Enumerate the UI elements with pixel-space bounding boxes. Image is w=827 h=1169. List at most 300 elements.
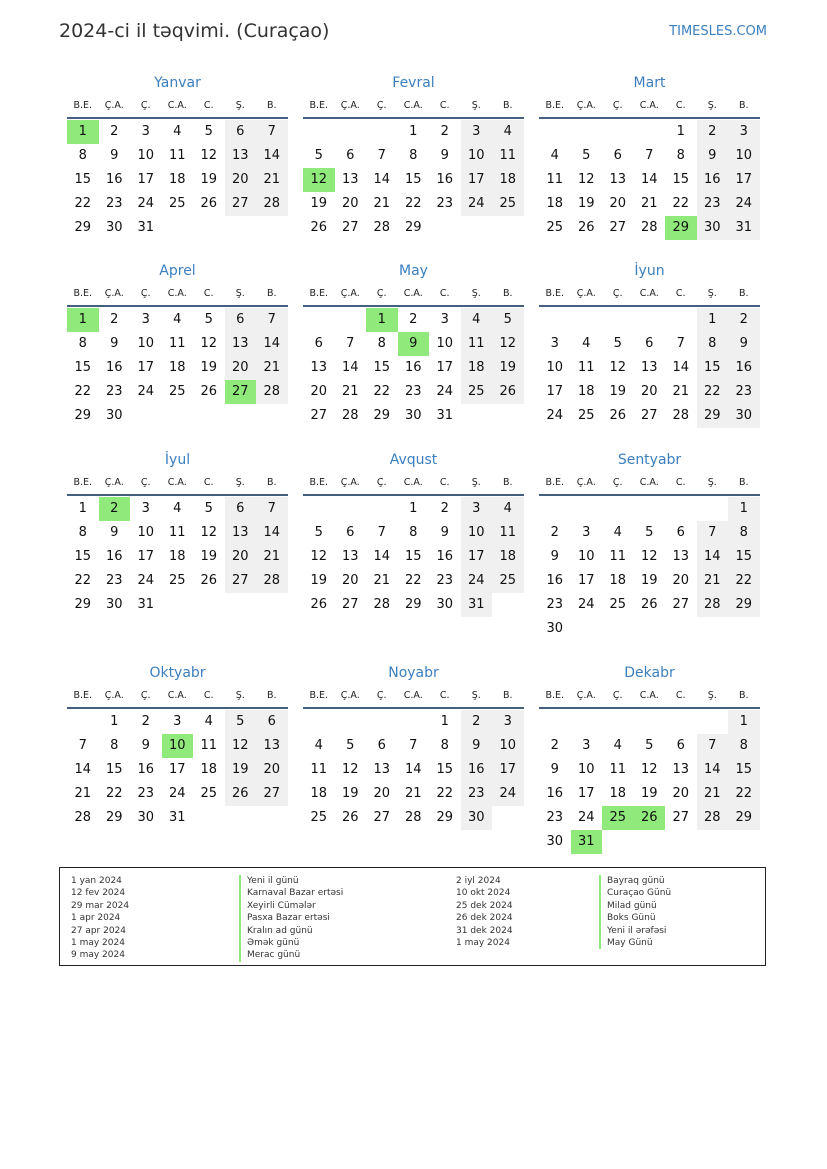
day-cell: 24 xyxy=(137,573,155,588)
weekday-label: Ş. xyxy=(235,690,245,701)
month-title: Yanvar xyxy=(154,75,201,91)
day-cell: 13 xyxy=(373,762,391,777)
empty-cell xyxy=(539,120,571,144)
day-cell: 21 xyxy=(256,356,288,380)
day-cell: 18 xyxy=(546,196,564,211)
day-cell: 4 xyxy=(173,501,182,516)
legend-dates-right xyxy=(456,875,513,949)
day-cell: 16 xyxy=(436,172,454,187)
month-title: İyun xyxy=(634,263,665,279)
holiday-legend xyxy=(59,867,766,966)
empty-cell xyxy=(571,120,603,144)
day-cell: 4 xyxy=(582,336,591,351)
weekday-label: Ç.A. xyxy=(576,100,596,111)
day-cell: 22 xyxy=(105,786,123,801)
day-cell: 3 xyxy=(461,497,493,521)
weekday-label: Ç.A. xyxy=(576,690,596,701)
weekday-label: B. xyxy=(738,100,749,111)
weekday-label: Ç.A. xyxy=(340,288,360,299)
day-cell: 14 xyxy=(74,762,92,777)
day-cell: 9 xyxy=(550,762,559,777)
weekday-label: Ç. xyxy=(612,100,623,111)
legend-holiday-name: Pasxa Bazar ertəsi xyxy=(239,912,343,924)
day-cell: 24 xyxy=(168,786,186,801)
day-cell: 5 xyxy=(582,148,591,163)
day-cell: 12 xyxy=(200,336,218,351)
day-cell: 16 xyxy=(404,360,422,375)
weekday-label: Ç.A. xyxy=(340,477,360,488)
weekday-label: C. xyxy=(439,100,450,111)
day-cell: 16 xyxy=(461,758,493,782)
empty-cell xyxy=(303,120,335,144)
day-cell: 5 xyxy=(225,710,257,734)
day-cell: 15 xyxy=(404,172,422,187)
day-cell: 3 xyxy=(582,738,591,753)
empty-cell xyxy=(366,497,398,521)
day-cell: 19 xyxy=(225,758,257,782)
legend-date: 29 mar 2024 xyxy=(71,900,130,911)
day-cell: 19 xyxy=(640,573,658,588)
day-cell: 15 xyxy=(404,549,422,564)
day-cell: 14 xyxy=(697,545,729,569)
day-cell: 6 xyxy=(676,525,685,540)
day-cell: 20 xyxy=(341,196,359,211)
day-cell: 28 xyxy=(697,806,729,830)
day-cell: 4 xyxy=(461,308,493,332)
day-cell: 2 xyxy=(141,714,150,729)
weekday-label: C. xyxy=(439,477,450,488)
holiday-day-cell: 12 xyxy=(303,168,335,192)
month-i̇yul xyxy=(67,450,288,617)
weekday-label: Ç. xyxy=(376,690,387,701)
day-cell: 26 xyxy=(492,380,524,404)
weekday-header xyxy=(303,283,524,307)
day-cell: 22 xyxy=(728,569,760,593)
day-cell: 9 xyxy=(110,336,119,351)
day-cell: 11 xyxy=(461,332,493,356)
day-cell: 21 xyxy=(373,196,391,211)
weekday-label: C.A. xyxy=(639,690,659,701)
empty-cell xyxy=(697,497,729,521)
holiday-day-cell: 10 xyxy=(162,734,194,758)
month-yanvar xyxy=(67,73,288,240)
empty-cell xyxy=(602,710,634,734)
day-cell: 20 xyxy=(256,758,288,782)
day-cell: 4 xyxy=(173,124,182,139)
day-cell: 30 xyxy=(105,220,123,235)
day-cell: 6 xyxy=(256,710,288,734)
day-cell: 10 xyxy=(137,148,155,163)
day-cell: 2 xyxy=(409,312,418,327)
legend-holiday-name: May Günü xyxy=(599,937,671,949)
day-cell: 13 xyxy=(672,549,690,564)
day-grid xyxy=(303,120,524,240)
day-grid xyxy=(539,120,760,240)
day-cell: 19 xyxy=(492,356,524,380)
day-cell: 5 xyxy=(204,312,213,327)
weekday-header xyxy=(303,685,524,709)
day-cell: 24 xyxy=(492,782,524,806)
day-cell: 6 xyxy=(377,738,386,753)
day-cell: 27 xyxy=(256,782,288,806)
day-cell: 22 xyxy=(404,573,422,588)
day-cell: 4 xyxy=(492,497,524,521)
day-grid xyxy=(539,308,760,428)
day-cell: 30 xyxy=(546,621,564,636)
day-cell: 23 xyxy=(436,196,454,211)
day-cell: 29 xyxy=(404,597,422,612)
day-cell: 21 xyxy=(341,384,359,399)
day-cell: 16 xyxy=(105,360,123,375)
legend-date: 1 may 2024 xyxy=(71,938,125,949)
legend-holiday-name: Xeyirli Cümələr xyxy=(239,900,343,912)
day-cell: 24 xyxy=(546,408,564,423)
weekday-label: B.E. xyxy=(73,690,93,701)
day-cell: 12 xyxy=(225,734,257,758)
weekday-label: B.E. xyxy=(309,100,329,111)
day-cell: 12 xyxy=(640,762,658,777)
day-cell: 8 xyxy=(728,734,760,758)
day-cell: 31 xyxy=(728,216,760,240)
day-cell: 4 xyxy=(613,738,622,753)
day-cell: 28 xyxy=(373,220,391,235)
day-cell: 2 xyxy=(461,710,493,734)
day-cell: 1 xyxy=(728,497,760,521)
day-cell: 6 xyxy=(346,525,355,540)
day-cell: 12 xyxy=(640,549,658,564)
day-cell: 17 xyxy=(461,545,493,569)
month-sentyabr xyxy=(539,450,760,641)
day-cell: 11 xyxy=(168,336,186,351)
weekday-header xyxy=(67,95,288,119)
empty-cell xyxy=(665,710,697,734)
day-cell: 3 xyxy=(582,525,591,540)
day-cell: 13 xyxy=(341,549,359,564)
weekday-label: C.A. xyxy=(167,100,187,111)
weekday-label: Ç. xyxy=(140,477,151,488)
holiday-day-cell: 2 xyxy=(99,497,131,521)
day-cell: 29 xyxy=(404,220,422,235)
day-cell: 26 xyxy=(310,597,328,612)
day-cell: 28 xyxy=(256,192,288,216)
day-cell: 18 xyxy=(492,545,524,569)
day-cell: 12 xyxy=(310,549,328,564)
day-cell: 5 xyxy=(204,124,213,139)
day-cell: 23 xyxy=(546,810,564,825)
day-cell: 13 xyxy=(256,734,288,758)
day-cell: 23 xyxy=(546,597,564,612)
weekday-label: B.E. xyxy=(73,288,93,299)
empty-cell xyxy=(366,710,398,734)
day-cell: 4 xyxy=(204,714,213,729)
empty-cell xyxy=(634,120,666,144)
day-cell: 15 xyxy=(697,356,729,380)
day-cell: 18 xyxy=(168,549,186,564)
page-title: 2024-ci il təqvimi. (Curaçao) xyxy=(59,20,330,42)
day-cell: 25 xyxy=(200,786,218,801)
day-cell: 17 xyxy=(492,758,524,782)
brand-link[interactable]: TIMESLES.COM xyxy=(669,24,767,39)
day-cell: 3 xyxy=(728,120,760,144)
day-cell: 23 xyxy=(461,782,493,806)
weekday-label: C. xyxy=(675,288,686,299)
day-cell: 10 xyxy=(728,144,760,168)
day-cell: 13 xyxy=(640,360,658,375)
empty-cell xyxy=(665,308,697,332)
day-cell: 15 xyxy=(672,172,690,187)
day-cell: 18 xyxy=(168,172,186,187)
day-cell: 11 xyxy=(168,148,186,163)
day-cell: 4 xyxy=(492,120,524,144)
weekday-label: Ç. xyxy=(140,100,151,111)
day-cell: 14 xyxy=(640,172,658,187)
day-cell: 5 xyxy=(645,738,654,753)
day-cell: 10 xyxy=(461,521,493,545)
day-cell: 25 xyxy=(546,220,564,235)
day-cell: 16 xyxy=(546,573,564,588)
weekday-label: B. xyxy=(738,477,749,488)
day-cell: 25 xyxy=(492,192,524,216)
weekday-label: Ç.A. xyxy=(104,477,124,488)
weekday-label: Ç.A. xyxy=(340,100,360,111)
day-cell: 3 xyxy=(461,120,493,144)
weekday-label: C. xyxy=(675,690,686,701)
day-cell: 11 xyxy=(492,521,524,545)
day-cell: 22 xyxy=(74,196,92,211)
day-cell: 7 xyxy=(377,148,386,163)
day-cell: 28 xyxy=(341,408,359,423)
legend-dates-left xyxy=(71,875,129,962)
day-cell: 1 xyxy=(697,308,729,332)
day-cell: 27 xyxy=(310,408,328,423)
month-aprel xyxy=(67,261,288,428)
month-title: Dekabr xyxy=(624,665,675,681)
legend-holiday-name: Milad günü xyxy=(599,900,671,912)
day-cell: 27 xyxy=(341,597,359,612)
day-cell: 2 xyxy=(697,120,729,144)
empty-cell xyxy=(634,497,666,521)
weekday-label: Ç. xyxy=(612,288,623,299)
legend-holiday-name: Merac günü xyxy=(239,949,343,961)
day-cell: 28 xyxy=(404,810,422,825)
month-oktyabr xyxy=(67,663,288,830)
day-cell: 9 xyxy=(440,525,449,540)
day-cell: 9 xyxy=(728,332,760,356)
day-cell: 12 xyxy=(341,762,359,777)
day-cell: 7 xyxy=(256,308,288,332)
day-cell: 8 xyxy=(676,148,685,163)
day-cell: 1 xyxy=(440,714,449,729)
day-cell: 1 xyxy=(676,124,685,139)
legend-holiday-name: Curaçao Günü xyxy=(599,887,671,899)
day-cell: 18 xyxy=(168,360,186,375)
day-cell: 2 xyxy=(110,312,119,327)
weekday-label: C. xyxy=(203,288,214,299)
empty-cell xyxy=(303,497,335,521)
day-cell: 26 xyxy=(200,573,218,588)
day-cell: 14 xyxy=(341,360,359,375)
day-cell: 29 xyxy=(105,810,123,825)
day-cell: 11 xyxy=(492,144,524,168)
day-grid xyxy=(67,710,288,830)
day-cell: 2 xyxy=(728,308,760,332)
weekday-label: C.A. xyxy=(167,477,187,488)
holiday-day-cell: 1 xyxy=(67,120,99,144)
day-cell: 11 xyxy=(609,762,627,777)
weekday-label: Ç. xyxy=(376,100,387,111)
day-cell: 9 xyxy=(141,738,150,753)
day-cell: 8 xyxy=(728,521,760,545)
day-cell: 29 xyxy=(728,593,760,617)
day-cell: 20 xyxy=(310,384,328,399)
empty-cell xyxy=(539,497,571,521)
month-title: Aprel xyxy=(159,263,196,279)
day-cell: 26 xyxy=(640,597,658,612)
day-cell: 6 xyxy=(314,336,323,351)
day-cell: 11 xyxy=(577,360,595,375)
day-cell: 2 xyxy=(440,501,449,516)
day-cell: 6 xyxy=(676,738,685,753)
legend-holiday-name: Kralın ad günü xyxy=(239,925,343,937)
day-cell: 27 xyxy=(341,220,359,235)
day-cell: 3 xyxy=(173,714,182,729)
weekday-label: C. xyxy=(203,690,214,701)
day-cell: 15 xyxy=(74,172,92,187)
day-cell: 29 xyxy=(74,597,92,612)
day-cell: 13 xyxy=(225,332,257,356)
holiday-day-cell: 1 xyxy=(366,308,398,332)
day-cell: 26 xyxy=(200,196,218,211)
day-cell: 28 xyxy=(640,220,658,235)
holiday-day-cell: 25 xyxy=(602,806,634,830)
day-cell: 25 xyxy=(168,573,186,588)
day-cell: 25 xyxy=(609,597,627,612)
day-cell: 5 xyxy=(645,525,654,540)
weekday-label: Ş. xyxy=(707,100,717,111)
day-cell: 29 xyxy=(436,810,454,825)
weekday-label: C.A. xyxy=(403,477,423,488)
weekday-label: Ç.A. xyxy=(104,288,124,299)
weekday-label: B. xyxy=(502,690,513,701)
weekday-label: B.E. xyxy=(309,690,329,701)
weekday-label: C. xyxy=(675,477,686,488)
day-cell: 16 xyxy=(436,549,454,564)
weekday-label: B. xyxy=(266,690,277,701)
day-cell: 28 xyxy=(256,569,288,593)
weekday-label: C.A. xyxy=(167,288,187,299)
empty-cell xyxy=(602,308,634,332)
day-cell: 17 xyxy=(546,384,564,399)
day-cell: 17 xyxy=(728,168,760,192)
day-cell: 30 xyxy=(137,810,155,825)
day-cell: 9 xyxy=(440,148,449,163)
day-cell: 18 xyxy=(492,168,524,192)
day-cell: 10 xyxy=(577,549,595,564)
day-cell: 17 xyxy=(137,172,155,187)
month-fevral xyxy=(303,73,524,240)
weekday-label: B.E. xyxy=(545,100,565,111)
month-title: Sentyabr xyxy=(617,452,682,468)
day-cell: 23 xyxy=(436,573,454,588)
day-cell: 24 xyxy=(577,810,595,825)
day-cell: 28 xyxy=(74,810,92,825)
day-cell: 19 xyxy=(341,786,359,801)
day-cell: 5 xyxy=(346,738,355,753)
holiday-day-cell: 27 xyxy=(225,380,257,404)
legend-names-right xyxy=(599,875,671,949)
legend-holiday-name: Əmək günü xyxy=(239,937,343,949)
day-cell: 1 xyxy=(110,714,119,729)
day-cell: 18 xyxy=(609,786,627,801)
day-cell: 19 xyxy=(200,172,218,187)
weekday-label: B. xyxy=(738,288,749,299)
day-cell: 13 xyxy=(609,172,627,187)
day-cell: 13 xyxy=(310,360,328,375)
day-cell: 17 xyxy=(137,549,155,564)
day-cell: 23 xyxy=(105,573,123,588)
day-cell: 30 xyxy=(728,404,760,428)
empty-cell xyxy=(303,308,335,332)
weekday-header xyxy=(539,283,760,307)
weekday-label: C.A. xyxy=(639,477,659,488)
day-cell: 5 xyxy=(204,501,213,516)
day-cell: 8 xyxy=(78,525,87,540)
day-cell: 25 xyxy=(168,384,186,399)
day-cell: 25 xyxy=(310,810,328,825)
day-cell: 16 xyxy=(697,168,729,192)
weekday-label: Ç.A. xyxy=(576,477,596,488)
day-cell: 30 xyxy=(105,408,123,423)
day-cell: 7 xyxy=(676,336,685,351)
day-cell: 7 xyxy=(346,336,355,351)
day-cell: 31 xyxy=(137,220,155,235)
day-cell: 12 xyxy=(577,172,595,187)
day-cell: 29 xyxy=(373,408,391,423)
weekday-label: Ş. xyxy=(235,100,245,111)
empty-cell xyxy=(335,120,367,144)
weekday-label: Ç. xyxy=(376,288,387,299)
empty-cell xyxy=(634,308,666,332)
day-cell: 21 xyxy=(697,782,729,806)
day-cell: 8 xyxy=(409,148,418,163)
day-cell: 14 xyxy=(373,549,391,564)
day-cell: 7 xyxy=(78,738,87,753)
weekday-label: C.A. xyxy=(639,100,659,111)
weekday-label: Ş. xyxy=(235,477,245,488)
day-cell: 7 xyxy=(256,497,288,521)
day-cell: 27 xyxy=(373,810,391,825)
day-cell: 20 xyxy=(609,196,627,211)
day-cell: 17 xyxy=(168,762,186,777)
month-title: Noyabr xyxy=(388,665,439,681)
day-cell: 14 xyxy=(256,521,288,545)
weekday-label: Ç. xyxy=(140,690,151,701)
day-cell: 4 xyxy=(613,525,622,540)
weekday-label: Ş. xyxy=(707,288,717,299)
day-cell: 20 xyxy=(373,786,391,801)
day-cell: 22 xyxy=(74,573,92,588)
day-cell: 6 xyxy=(225,120,257,144)
day-cell: 19 xyxy=(200,360,218,375)
weekday-header xyxy=(539,95,760,119)
empty-cell xyxy=(335,308,367,332)
day-cell: 30 xyxy=(546,834,564,849)
day-grid xyxy=(303,497,524,617)
day-cell: 3 xyxy=(492,710,524,734)
day-cell: 11 xyxy=(609,549,627,564)
day-cell: 11 xyxy=(546,172,564,187)
day-cell: 24 xyxy=(461,569,493,593)
